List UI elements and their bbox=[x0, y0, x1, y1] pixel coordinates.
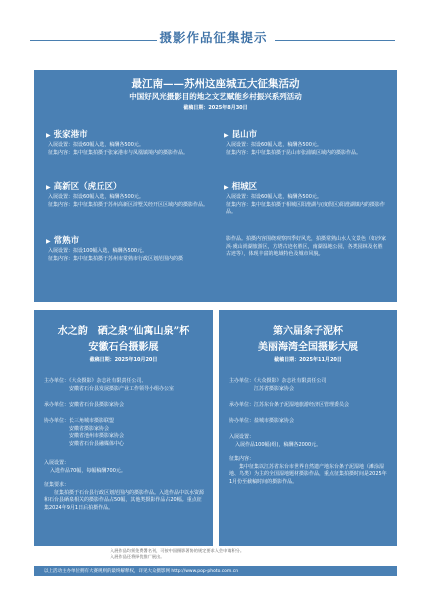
triangle-icon: ▶ bbox=[224, 132, 229, 139]
event3-entry: 入展设置： 入展作品100幅(组)，稿酬各2000元。 bbox=[229, 434, 322, 448]
footer-bar-text: 以上活动主办单位拥有大赛规则的最终解释权，详见大众摄影网 http://www.pop-photo.com.cn bbox=[44, 569, 239, 574]
city-gaoxin-details: 入展设置：拟设60幅入选，稿酬各500元。 征集内容：集中征集拍摄于苏州高新区浒墅关经开区区域内的摄影作品。 bbox=[48, 194, 209, 208]
event2-organizer: 承办单位：安徽省石台县摄影家协会 bbox=[44, 402, 125, 408]
city-zhangjiagang: ▶ 张家港市 bbox=[46, 130, 88, 140]
event2-title: 水之韵 硒之泉“仙寓山泉”杯 bbox=[57, 326, 190, 337]
event2-deadline: 截稿日期：2025年10月20日 bbox=[89, 357, 158, 363]
city-changshu-details: 入展设置：拟设100幅入选，稿酬各500元。 征集内容：集中征集拍摄于苏州市常熟市行政区划范围内的摄 bbox=[48, 248, 184, 262]
event2-entry: 入展设置： 入选作品70幅，每幅稿酬700元。 bbox=[44, 460, 126, 474]
event3-host: 主办单位：《大众摄影》杂志社有限责任公司 江苏省摄影家协会 bbox=[229, 378, 327, 392]
event2-host: 主办单位：《大众摄影》杂志社有限责任公司、 安徽省石台县发展摄影产业工作领导小组办公室 bbox=[44, 378, 175, 392]
event3-title: 第六届条子泥杯 bbox=[273, 326, 343, 337]
event-shitai-panel bbox=[34, 310, 213, 546]
event3-coorganizers: 协办单位：盐城市摄影家协会 bbox=[229, 418, 295, 424]
triangle-icon: ▶ bbox=[224, 184, 229, 191]
page-header bbox=[0, 0, 427, 70]
triangle-icon: ▶ bbox=[46, 132, 51, 139]
city-kunshan: ▶ 昆山市 bbox=[224, 130, 258, 140]
event3-subtitle: 美丽海湾全国摄影大展 bbox=[258, 342, 358, 353]
event-tiaozini-panel bbox=[219, 310, 397, 546]
event3-deadline: 截稿日期：2025年11月20日 bbox=[274, 357, 342, 363]
city-gaoxin: ▶ 高新区（虎丘区） bbox=[46, 182, 122, 192]
triangle-icon: ▶ bbox=[46, 184, 51, 191]
city-xiangcheng: ▶ 相城区 bbox=[224, 182, 258, 192]
city-xiangcheng-details: 入展设置：拟设60幅入选，稿酬各500元。 征集内容：集中征集拍摄于相城区阳澄湖与(度假区)阳澄湖镇内的摄影作品。 bbox=[226, 194, 385, 215]
city-zhangjiagang-details: 入展设置：拟设60幅入选，稿酬各500元。 征集内容：集中征集拍摄于张家港市与凤凰镇境内的摄影作品。 bbox=[48, 142, 189, 156]
event1-deadline: 截稿日期：2025年8月30日 bbox=[183, 105, 248, 111]
city-changshu-extra: 影作品。拍摄内容围绕观察四季好风光，拍摄常熟山水人文景色（如沙家浜·虞山尚湖旅游区，方塔古迹名胜区，南湖湿地公园，各类园林及名胜古迹等），体现丰富的地域特色及城市风貌。 bbox=[226, 236, 387, 257]
event-suzhou-panel bbox=[34, 70, 397, 302]
event3-organizer: 承办单位：江苏东台条子泥湿地旅游经济区管理委员会 bbox=[229, 402, 350, 408]
event2-coorganizers: 协办单位：长三角城市摄影联盟 安徽省摄影家协会 安徽省池州市摄影家协会 安徽省石台县融媒体中心 bbox=[44, 418, 125, 447]
event2-subtitle: 安徽石台摄影展 bbox=[88, 342, 159, 353]
event2-content: 征集要求： 征集拍摄于石台县行政区划范围内的摄影作品。入选作品中以水资源和石台县硒泉相关的摄影作品占50幅，其他类摄影作品占20幅。重点征集2024年9月1日后拍摄作品。 bbox=[44, 482, 205, 511]
triangle-icon: ▶ bbox=[46, 238, 51, 245]
city-kunshan-details: 入展设置：拟设60幅入选，稿酬各500元。 征集内容：集中征集拍摄于昆山市张浦镇区域内的摄影作品。 bbox=[226, 142, 362, 156]
city-changshu: ▶ 常熟市 bbox=[46, 236, 80, 246]
event3-content: 征集内容： 集中征集以江苏省东台市世界自然遗产地东台条子泥湿地（滩涂湿地、鸟类）为主的全国湿地题材摄影作品，重点征集拍摄时间是2025年1月份至截稿时间的摄影作品。 bbox=[229, 456, 387, 485]
footer-bar bbox=[34, 566, 397, 576]
page-title: 摄影作品征集提示 bbox=[159, 30, 268, 45]
event1-subtitle: 中国好风光摄影目的地之文艺赋能乡村振兴系列活动 bbox=[129, 92, 302, 101]
footer-notes: 入展作品均须免费署名刊，可按中国摄影著协的规定要求入会申请积分。 入展作品还将择优推广展出。 bbox=[110, 548, 245, 559]
event1-title: 最江南——苏州这座城五大征集活动 bbox=[131, 78, 300, 90]
